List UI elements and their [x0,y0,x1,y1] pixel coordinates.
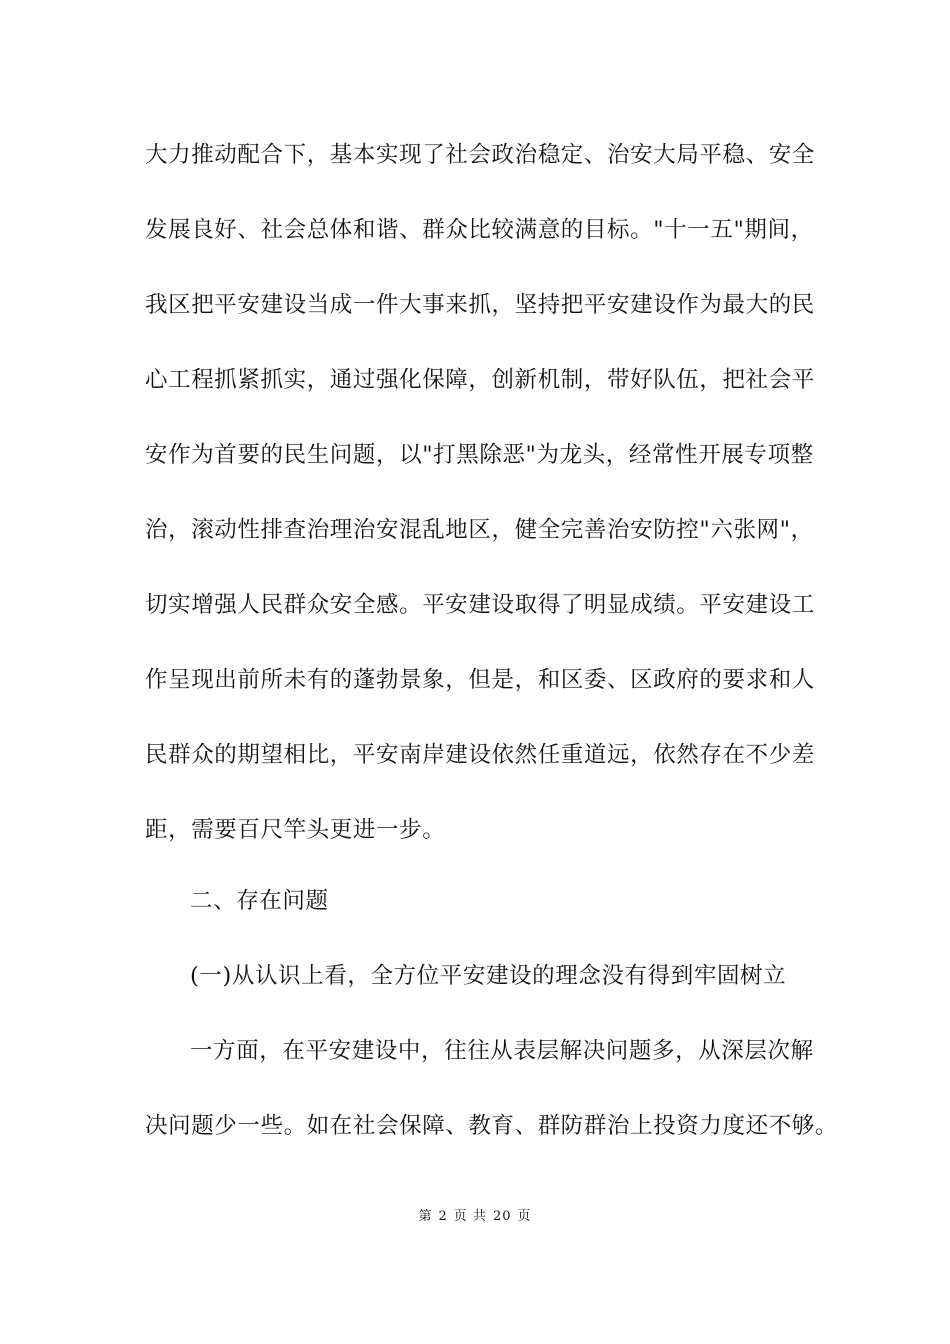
body-text-line: 切实增强人民群众安全感。平安建设取得了明显成绩。平安建设工 [145,592,815,618]
body-text-line: 一方面，在平安建设中，往往从表层解决问题多，从深层次解 [190,1038,814,1064]
body-text-line: 我区把平安建设当成一件大事来抓，坚持把平安建设作为最大的民 [145,292,815,318]
body-text-line: 发展良好、社会总体和谐、群众比较满意的目标。"十一五"期间， [145,217,814,243]
body-text-line: 作呈现出前所未有的蓬勃景象，但是，和区委、区政府的要求和人 [145,667,815,693]
footer-suffix: 页 [517,1209,532,1224]
body-text-line: 决问题少一些。如在社会保障、教育、群防群治上投资力度还不够。 [145,1113,839,1139]
subsection-heading: (一)从认识上看，全方位平安建设的理念没有得到牢固树立 [190,963,787,989]
footer-prefix: 第 [418,1209,433,1224]
footer-middle: 页 共 [453,1209,487,1224]
total-pages-number: 20 [492,1209,512,1224]
body-text-line: 治，滚动性排查治理治安混乱地区，健全完善治安防控"六张网"， [145,517,814,543]
body-text-line: 大力推动配合下，基本实现了社会政治稳定、治安大局平稳、安全 [145,142,815,168]
body-text-line: 安作为首要的民生问题，以"打黑除恶"为龙头，经常性开展专项整 [145,442,814,468]
body-text-line: 距，需要百尺竿头更进一步。 [145,817,446,843]
section-heading: 二、存在问题 [190,888,329,914]
body-text-line: 心工程抓紧抓实，通过强化保障，创新机制，带好队伍，把社会平 [145,367,815,393]
page-footer [0,1207,950,1227]
body-text-line: 民群众的期望相比，平安南岸建设依然任重道远，依然存在不少差 [145,742,815,768]
current-page-number: 2 [438,1209,448,1224]
